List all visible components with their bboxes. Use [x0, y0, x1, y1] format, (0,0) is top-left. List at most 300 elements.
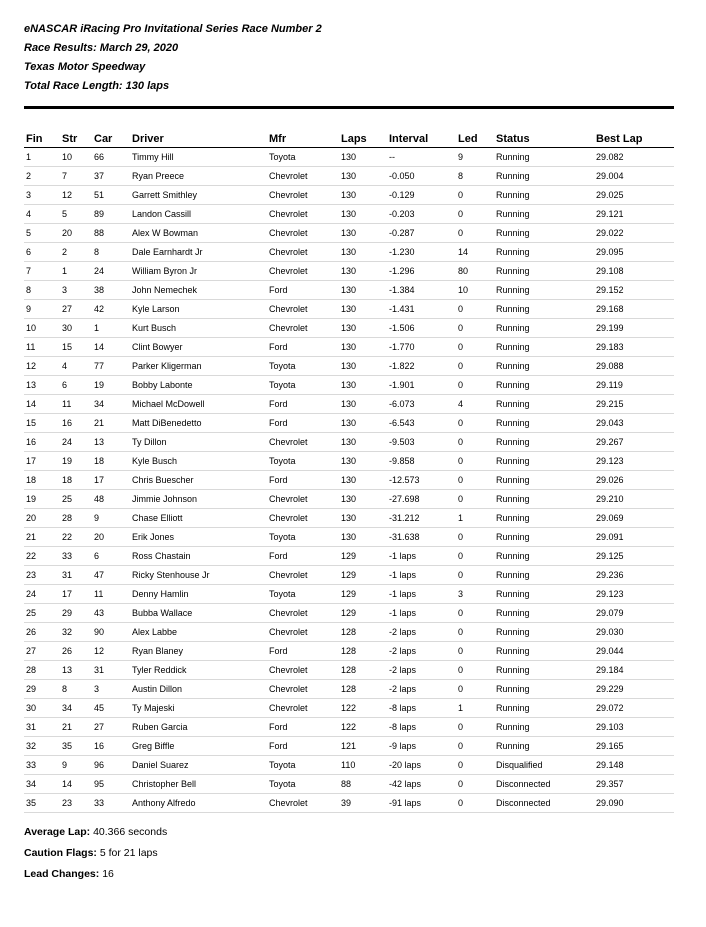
cell-laps-led: 0 — [456, 338, 494, 357]
cell-status: Running — [494, 642, 594, 661]
table-row — [24, 699, 674, 718]
cell-best-lap: 29.043 — [594, 414, 674, 433]
cell-driver: Landon Cassill — [130, 205, 267, 224]
cell-driver: Tyler Reddick — [130, 661, 267, 680]
cell-car-number: 47 — [92, 566, 130, 585]
cell-fin: 13 — [24, 376, 60, 395]
cell-laps: 128 — [339, 680, 387, 699]
cell-laps-led: 4 — [456, 395, 494, 414]
cell-interval: -1.431 — [387, 300, 456, 319]
average-lap-label: Average Lap: — [24, 826, 91, 838]
table-row — [24, 756, 674, 775]
table-row — [24, 604, 674, 623]
cell-driver: Kyle Larson — [130, 300, 267, 319]
cell-interval: -0.050 — [387, 167, 456, 186]
table-row — [24, 357, 674, 376]
table-row — [24, 414, 674, 433]
cell-status: Disconnected — [494, 775, 594, 794]
cell-laps: 130 — [339, 395, 387, 414]
cell-interval: -1.822 — [387, 357, 456, 376]
cell-status: Running — [494, 509, 594, 528]
column-header-laps: Laps — [339, 130, 387, 148]
cell-car-number: 77 — [92, 357, 130, 376]
cell-laps: 88 — [339, 775, 387, 794]
cell-car-number: 8 — [92, 243, 130, 262]
cell-status: Running — [494, 338, 594, 357]
cell-laps-led: 0 — [456, 224, 494, 243]
cell-start: 12 — [60, 186, 92, 205]
cell-status: Running — [494, 224, 594, 243]
cell-laps: 129 — [339, 566, 387, 585]
cell-best-lap: 29.082 — [594, 148, 674, 167]
lead-changes-label: Lead Changes: — [24, 868, 100, 880]
cell-laps: 130 — [339, 224, 387, 243]
cell-car-number: 12 — [92, 642, 130, 661]
cell-fin: 21 — [24, 528, 60, 547]
cell-best-lap: 29.030 — [594, 623, 674, 642]
cell-car-number: 34 — [92, 395, 130, 414]
cell-laps-led: 0 — [456, 547, 494, 566]
cell-best-lap: 29.004 — [594, 167, 674, 186]
cell-car-number: 18 — [92, 452, 130, 471]
table-row — [24, 775, 674, 794]
cell-laps: 130 — [339, 186, 387, 205]
cell-laps: 130 — [339, 414, 387, 433]
cell-best-lap: 29.022 — [594, 224, 674, 243]
cell-interval: -1.506 — [387, 319, 456, 338]
cell-manufacturer: Toyota — [267, 357, 339, 376]
average-lap — [24, 822, 167, 843]
cell-fin: 8 — [24, 281, 60, 300]
cell-driver: Alex Labbe — [130, 623, 267, 642]
cell-driver: Ruben Garcia — [130, 718, 267, 737]
cell-interval: -9.858 — [387, 452, 456, 471]
cell-start: 1 — [60, 262, 92, 281]
cell-laps-led: 80 — [456, 262, 494, 281]
cell-manufacturer: Chevrolet — [267, 661, 339, 680]
cell-manufacturer: Ford — [267, 414, 339, 433]
cell-laps: 130 — [339, 509, 387, 528]
cell-car-number: 17 — [92, 471, 130, 490]
table-row — [24, 661, 674, 680]
column-header-best-lap: Best Lap — [594, 130, 674, 148]
lead-changes-value: 16 — [102, 868, 114, 880]
table-row — [24, 718, 674, 737]
cell-laps: 128 — [339, 642, 387, 661]
cell-fin: 28 — [24, 661, 60, 680]
cell-fin: 30 — [24, 699, 60, 718]
column-header-status: Status — [494, 130, 594, 148]
table-row — [24, 547, 674, 566]
cell-manufacturer: Ford — [267, 338, 339, 357]
cell-best-lap: 29.044 — [594, 642, 674, 661]
cell-driver: Ryan Blaney — [130, 642, 267, 661]
cell-laps-led: 0 — [456, 794, 494, 813]
cell-driver: Chase Elliott — [130, 509, 267, 528]
cell-fin: 14 — [24, 395, 60, 414]
cell-best-lap: 29.125 — [594, 547, 674, 566]
cell-best-lap: 29.091 — [594, 528, 674, 547]
cell-best-lap: 29.229 — [594, 680, 674, 699]
cell-status: Running — [494, 262, 594, 281]
cell-status: Running — [494, 281, 594, 300]
cell-laps: 130 — [339, 262, 387, 281]
cell-driver: Alex W Bowman — [130, 224, 267, 243]
cell-fin: 19 — [24, 490, 60, 509]
cell-interval: -1 laps — [387, 566, 456, 585]
column-header-mfr: Mfr — [267, 130, 339, 148]
cell-start: 19 — [60, 452, 92, 471]
column-header-driver: Driver — [130, 130, 267, 148]
cell-car-number: 38 — [92, 281, 130, 300]
cell-status: Running — [494, 661, 594, 680]
cell-laps-led: 1 — [456, 509, 494, 528]
cell-car-number: 14 — [92, 338, 130, 357]
cell-interval: -0.287 — [387, 224, 456, 243]
cell-driver: Erik Jones — [130, 528, 267, 547]
cell-start: 3 — [60, 281, 92, 300]
cell-status: Running — [494, 604, 594, 623]
cell-laps: 130 — [339, 357, 387, 376]
cell-car-number: 43 — [92, 604, 130, 623]
cell-driver: Chris Buescher — [130, 471, 267, 490]
cell-laps-led: 0 — [456, 756, 494, 775]
cell-best-lap: 29.183 — [594, 338, 674, 357]
cell-car-number: 11 — [92, 585, 130, 604]
cell-laps-led: 9 — [456, 148, 494, 167]
cell-start: 23 — [60, 794, 92, 813]
cell-manufacturer: Toyota — [267, 756, 339, 775]
cell-driver: Garrett Smithley — [130, 186, 267, 205]
average-lap-value: 40.366 seconds — [93, 826, 168, 838]
cell-laps: 130 — [339, 205, 387, 224]
cell-manufacturer: Toyota — [267, 775, 339, 794]
cell-best-lap: 29.079 — [594, 604, 674, 623]
cell-driver: Greg Biffle — [130, 737, 267, 756]
cell-fin: 20 — [24, 509, 60, 528]
cell-car-number: 45 — [92, 699, 130, 718]
cell-interval: -1.296 — [387, 262, 456, 281]
cell-best-lap: 29.069 — [594, 509, 674, 528]
cell-start: 33 — [60, 547, 92, 566]
cell-laps: 129 — [339, 585, 387, 604]
table-row — [24, 243, 674, 262]
cell-laps-led: 0 — [456, 642, 494, 661]
cell-fin: 26 — [24, 623, 60, 642]
cell-status: Running — [494, 490, 594, 509]
cell-manufacturer: Chevrolet — [267, 300, 339, 319]
cell-start: 15 — [60, 338, 92, 357]
cell-best-lap: 29.152 — [594, 281, 674, 300]
cell-car-number: 6 — [92, 547, 130, 566]
cell-laps-led: 0 — [456, 433, 494, 452]
cell-laps-led: 0 — [456, 661, 494, 680]
cell-start: 32 — [60, 623, 92, 642]
cell-manufacturer: Ford — [267, 281, 339, 300]
cell-manufacturer: Ford — [267, 737, 339, 756]
cell-manufacturer: Ford — [267, 642, 339, 661]
cell-laps: 130 — [339, 167, 387, 186]
cell-car-number: 20 — [92, 528, 130, 547]
cell-best-lap: 29.148 — [594, 756, 674, 775]
cell-laps-led: 0 — [456, 623, 494, 642]
cell-fin: 16 — [24, 433, 60, 452]
cell-laps-led: 0 — [456, 414, 494, 433]
cell-laps: 110 — [339, 756, 387, 775]
table-row — [24, 262, 674, 281]
cell-fin: 2 — [24, 167, 60, 186]
cell-best-lap: 29.123 — [594, 585, 674, 604]
table-row — [24, 471, 674, 490]
cell-car-number: 96 — [92, 756, 130, 775]
cell-driver: Ross Chastain — [130, 547, 267, 566]
table-row — [24, 452, 674, 471]
cell-interval: -6.073 — [387, 395, 456, 414]
cell-status: Running — [494, 547, 594, 566]
cell-laps-led: 0 — [456, 604, 494, 623]
cell-best-lap: 29.072 — [594, 699, 674, 718]
cell-interval: -31.638 — [387, 528, 456, 547]
table-row — [24, 281, 674, 300]
cell-status: Running — [494, 737, 594, 756]
cell-interval: -91 laps — [387, 794, 456, 813]
cell-start: 28 — [60, 509, 92, 528]
cell-status: Running — [494, 148, 594, 167]
cell-car-number: 33 — [92, 794, 130, 813]
cell-laps-led: 0 — [456, 357, 494, 376]
cell-fin: 34 — [24, 775, 60, 794]
cell-start: 17 — [60, 585, 92, 604]
cell-fin: 1 — [24, 148, 60, 167]
cell-interval: -1.770 — [387, 338, 456, 357]
cell-driver: Ricky Stenhouse Jr — [130, 566, 267, 585]
table-row — [24, 338, 674, 357]
cell-laps-led: 0 — [456, 775, 494, 794]
cell-best-lap: 29.108 — [594, 262, 674, 281]
cell-status: Running — [494, 433, 594, 452]
cell-laps: 122 — [339, 699, 387, 718]
cell-laps: 129 — [339, 547, 387, 566]
cell-start: 2 — [60, 243, 92, 262]
cell-interval: -1 laps — [387, 604, 456, 623]
cell-laps-led: 0 — [456, 471, 494, 490]
cell-laps: 130 — [339, 338, 387, 357]
cell-status: Running — [494, 414, 594, 433]
cell-status: Disconnected — [494, 794, 594, 813]
cell-car-number: 89 — [92, 205, 130, 224]
cell-best-lap: 29.199 — [594, 319, 674, 338]
results-date: Race Results: March 29, 2020 — [24, 42, 179, 54]
cell-driver: Timmy Hill — [130, 148, 267, 167]
cell-fin: 15 — [24, 414, 60, 433]
cell-start: 26 — [60, 642, 92, 661]
cell-start: 30 — [60, 319, 92, 338]
race-summary — [24, 822, 167, 885]
table-row — [24, 205, 674, 224]
column-header-led: Led — [456, 130, 494, 148]
cell-fin: 5 — [24, 224, 60, 243]
cell-status: Running — [494, 585, 594, 604]
cell-manufacturer: Chevrolet — [267, 566, 339, 585]
cell-laps: 130 — [339, 300, 387, 319]
cell-laps: 121 — [339, 737, 387, 756]
cell-laps: 130 — [339, 490, 387, 509]
cell-laps: 128 — [339, 661, 387, 680]
cell-start: 16 — [60, 414, 92, 433]
cell-laps: 130 — [339, 452, 387, 471]
cell-car-number: 19 — [92, 376, 130, 395]
cell-driver: Michael McDowell — [130, 395, 267, 414]
cell-start: 20 — [60, 224, 92, 243]
results-body — [24, 148, 674, 813]
cell-fin: 17 — [24, 452, 60, 471]
column-header-interval: Interval — [387, 130, 456, 148]
cell-manufacturer: Chevrolet — [267, 433, 339, 452]
table-row — [24, 623, 674, 642]
cell-status: Running — [494, 623, 594, 642]
cell-best-lap: 29.165 — [594, 737, 674, 756]
cell-manufacturer: Ford — [267, 547, 339, 566]
table-row — [24, 737, 674, 756]
cell-manufacturer: Chevrolet — [267, 680, 339, 699]
table-row — [24, 395, 674, 414]
cell-car-number: 88 — [92, 224, 130, 243]
cell-fin: 33 — [24, 756, 60, 775]
caution-flags-value: 5 for 21 laps — [99, 847, 158, 859]
column-header-str: Str — [60, 130, 92, 148]
cell-laps: 130 — [339, 471, 387, 490]
cell-start: 25 — [60, 490, 92, 509]
cell-manufacturer: Chevrolet — [267, 243, 339, 262]
cell-manufacturer: Chevrolet — [267, 699, 339, 718]
cell-start: 27 — [60, 300, 92, 319]
cell-laps-led: 8 — [456, 167, 494, 186]
results-table — [24, 130, 674, 813]
table-row — [24, 300, 674, 319]
cell-fin: 22 — [24, 547, 60, 566]
cell-car-number: 24 — [92, 262, 130, 281]
cell-start: 11 — [60, 395, 92, 414]
cell-status: Disqualified — [494, 756, 594, 775]
table-row — [24, 680, 674, 699]
cell-car-number: 42 — [92, 300, 130, 319]
cell-status: Running — [494, 566, 594, 585]
cell-status: Running — [494, 471, 594, 490]
cell-interval: -8 laps — [387, 718, 456, 737]
cell-fin: 35 — [24, 794, 60, 813]
cell-laps-led: 3 — [456, 585, 494, 604]
cell-manufacturer: Toyota — [267, 528, 339, 547]
cell-manufacturer: Ford — [267, 718, 339, 737]
table-row — [24, 433, 674, 452]
cell-start: 29 — [60, 604, 92, 623]
cell-car-number: 9 — [92, 509, 130, 528]
column-header-car: Car — [92, 130, 130, 148]
cell-interval: -12.573 — [387, 471, 456, 490]
cell-driver: Bubba Wallace — [130, 604, 267, 623]
cell-laps-led: 0 — [456, 737, 494, 756]
cell-car-number: 37 — [92, 167, 130, 186]
lead-changes — [24, 864, 167, 885]
table-row — [24, 186, 674, 205]
cell-fin: 9 — [24, 300, 60, 319]
cell-start: 14 — [60, 775, 92, 794]
table-row — [24, 585, 674, 604]
cell-driver: Bobby Labonte — [130, 376, 267, 395]
cell-driver: Matt DiBenedetto — [130, 414, 267, 433]
cell-car-number: 51 — [92, 186, 130, 205]
cell-laps-led: 14 — [456, 243, 494, 262]
cell-status: Running — [494, 243, 594, 262]
table-row — [24, 319, 674, 338]
cell-laps: 122 — [339, 718, 387, 737]
cell-interval: -27.698 — [387, 490, 456, 509]
table-row — [24, 509, 674, 528]
table-row — [24, 224, 674, 243]
cell-interval: -31.212 — [387, 509, 456, 528]
cell-driver: Jimmie Johnson — [130, 490, 267, 509]
table-row — [24, 642, 674, 661]
cell-interval: -1.901 — [387, 376, 456, 395]
cell-laps-led: 1 — [456, 699, 494, 718]
cell-laps-led: 0 — [456, 300, 494, 319]
cell-interval: -1.230 — [387, 243, 456, 262]
header-divider — [24, 106, 674, 109]
cell-status: Running — [494, 319, 594, 338]
cell-manufacturer: Chevrolet — [267, 490, 339, 509]
cell-fin: 12 — [24, 357, 60, 376]
cell-manufacturer: Chevrolet — [267, 224, 339, 243]
cell-laps-led: 0 — [456, 718, 494, 737]
cell-fin: 3 — [24, 186, 60, 205]
cell-manufacturer: Chevrolet — [267, 319, 339, 338]
cell-laps: 130 — [339, 528, 387, 547]
cell-status: Running — [494, 186, 594, 205]
cell-status: Running — [494, 680, 594, 699]
cell-start: 8 — [60, 680, 92, 699]
cell-fin: 4 — [24, 205, 60, 224]
table-row — [24, 566, 674, 585]
cell-interval: -1 laps — [387, 585, 456, 604]
cell-best-lap: 29.088 — [594, 357, 674, 376]
cell-fin: 23 — [24, 566, 60, 585]
cell-laps: 130 — [339, 281, 387, 300]
cell-manufacturer: Ford — [267, 395, 339, 414]
cell-driver: Denny Hamlin — [130, 585, 267, 604]
cell-interval: -42 laps — [387, 775, 456, 794]
cell-best-lap: 29.119 — [594, 376, 674, 395]
cell-status: Running — [494, 357, 594, 376]
cell-start: 18 — [60, 471, 92, 490]
cell-laps: 130 — [339, 433, 387, 452]
cell-status: Running — [494, 205, 594, 224]
table-header-row — [24, 130, 674, 148]
cell-driver: Daniel Suarez — [130, 756, 267, 775]
cell-manufacturer: Chevrolet — [267, 604, 339, 623]
cell-manufacturer: Toyota — [267, 376, 339, 395]
cell-status: Running — [494, 300, 594, 319]
cell-fin: 25 — [24, 604, 60, 623]
cell-best-lap: 29.095 — [594, 243, 674, 262]
cell-driver: John Nemechek — [130, 281, 267, 300]
cell-laps-led: 10 — [456, 281, 494, 300]
cell-car-number: 21 — [92, 414, 130, 433]
cell-driver: Christopher Bell — [130, 775, 267, 794]
cell-car-number: 27 — [92, 718, 130, 737]
table-row — [24, 167, 674, 186]
cell-laps-led: 0 — [456, 376, 494, 395]
cell-manufacturer: Chevrolet — [267, 623, 339, 642]
